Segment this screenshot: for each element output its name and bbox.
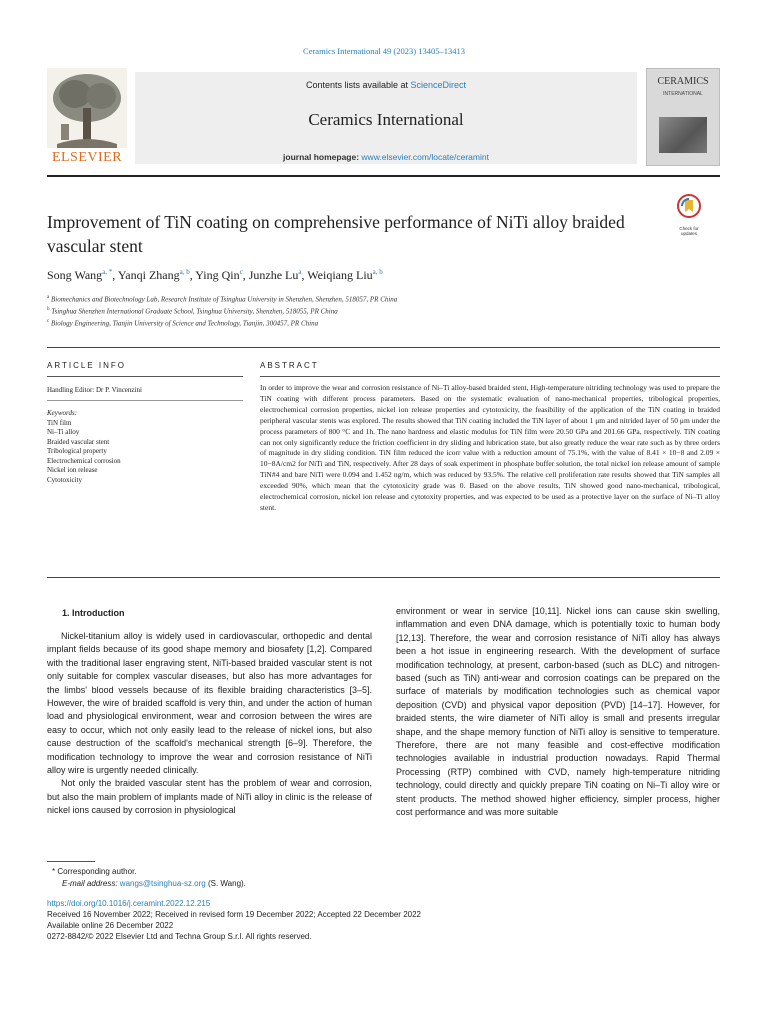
cover-image <box>659 117 707 153</box>
affiliation-mark: c <box>47 319 50 324</box>
journal-citation[interactable]: Ceramics International 49 (2023) 13405–13413 <box>303 46 465 56</box>
elsevier-tree-icon <box>47 68 127 148</box>
affiliation-text: Tsinghua Shenzhen International Graduate School, Tsinghua University, Shenzhen, 518055, PR China <box>51 307 338 316</box>
article-info-heading: ARTICLE INFO <box>47 361 126 370</box>
affiliation-text: Biology Engineering, Tianjin University of Science and Technology, Tianjin, 300457, PR China <box>50 319 319 328</box>
abstract-rule <box>260 376 720 377</box>
keyword: Tribological property <box>47 447 107 455</box>
crossmark-label: Check for updates <box>679 226 699 236</box>
email-note <box>52 878 382 890</box>
keywords-block <box>47 409 243 485</box>
crossmark-badge[interactable] <box>676 193 702 236</box>
author-sup[interactable]: a, b <box>372 268 383 276</box>
author[interactable] <box>249 268 302 282</box>
abstract-text: In order to improve the wear and corrosion resistance of Ni–Ti alloy-based braided stent, High-temperature nitriding technology was used to prepare the TiN coating with different process parameters. Based on the systematic evaluation of nano-mechanical properties, tribological properties, electrochemical corrosion properties, nickel ion release properties and cytotoxicity, the feasibility of the application of the TiN coating in braided peripheral vascular stents was explored. The results showed that TiN coating included the TiN layer of about 1 μm and nitrided layer of 50 μm under the process parameters of 800 °C and 1h. The nano hardness and elastic modulus for TiN film were 20.50 GPa and 201.66 GPa, respectively. TiN coating can not only significantly reduce the friction coefficient in dry sliding and lubrication state, but also greatly reduce the wear rate such as by three orders of magnitude in dry sliding condition. TiN film reduced the icorr value with a reduction amount of 75.1%, with the value of 8.41 × 10−8 and 2.09 × 10−8A/cm2 for NiTi and TiN, respectively. After 28 days of soak experiment in phosphate buffer solution, the total nickel ion release amount of sample TiN#4 and bare NiTi were 0.094 and 1.452 ng/m, which was reduced by 93.5%. The relative cell proliferation rate results showed that TiN samples all exceeded 90%, which mean that the cytotoxicity grade was 0. Based on the above results, TiN showed good nano-mechanical, tribological, electrochemical corrosion, nickel ion release and cytotoxity properties, and was expected to be used as a protective layer on the surface of Ni–Ti alloy stent. <box>260 383 720 512</box>
affiliation-mark: a <box>47 295 50 300</box>
author-name: Song Wang <box>47 268 103 282</box>
introduction-heading: 1. Introduction <box>62 608 125 618</box>
cover-title-main: CERAMICS <box>657 76 709 87</box>
author[interactable] <box>307 268 382 282</box>
footnote-rule <box>47 861 95 862</box>
journal-name[interactable]: Ceramics International <box>308 110 464 129</box>
publication-info <box>47 898 647 942</box>
affiliation-b <box>47 307 667 315</box>
header-rule <box>47 175 720 177</box>
asterisk-mark: * <box>52 867 58 876</box>
author[interactable] <box>195 268 242 282</box>
email-suffix: (S. Wang). <box>205 879 246 888</box>
contents-line <box>135 80 637 90</box>
online-date: Available online 26 December 2022 <box>47 921 174 930</box>
contents-prefix: Contents lists available at <box>305 80 411 90</box>
email-label: E-mail address: <box>62 879 120 888</box>
keyword: Nickel ion release <box>47 466 98 474</box>
author-sup[interactable]: a, b <box>179 268 190 276</box>
journal-header <box>47 68 637 166</box>
keyword: Electrochemical corrosion <box>47 456 121 465</box>
author[interactable] <box>118 268 190 282</box>
keyword: TiN film <box>47 418 72 427</box>
copyright: 0272-8842/© 2022 Elsevier Ltd and Techna Group S.r.l. All rights reserved. <box>47 932 312 941</box>
affiliation-c <box>47 319 667 327</box>
author-name: Ying Qin <box>195 268 240 282</box>
author-name: Weiqiang Liu <box>307 268 373 282</box>
intro-left-column <box>47 630 372 818</box>
homepage-prefix: journal homepage: <box>283 152 362 162</box>
received-dates: Received 16 November 2022; Received in revised form 19 December 2022; Accepted 22 December 2022 <box>47 910 421 919</box>
affiliation-mark: b <box>47 307 50 312</box>
handling-rule <box>47 400 243 401</box>
homepage-link[interactable]: www.elsevier.com/locate/ceramint <box>361 152 489 162</box>
paragraph: Not only the braided vascular stent has the problem of wear and corrosion, but also the main problem of implants made of NiTi alloy in clinic is the release of nickel ions caused by corrosion in physiological <box>47 778 372 816</box>
author-name: Yanqi Zhang <box>117 268 180 282</box>
elsevier-logo[interactable] <box>47 68 127 166</box>
affiliation-text: Biomechanics and Biotechnology Lab, Research Institute of Tsinghua University in Shenzhen, Shenzhen, 518057, PR China <box>50 295 398 304</box>
section-rule <box>47 347 720 348</box>
handling-editor: Handling Editor: Dr P. Vincenzini <box>47 386 142 394</box>
corresponding-note <box>52 866 382 878</box>
email-link[interactable]: wangs@tsinghua-sz.org <box>119 879 206 888</box>
journal-cover[interactable] <box>646 68 720 166</box>
author-list: Song Wang$^{a, *}$, Yanqi Zhang$^{a, b}$, Ying Qin$^c$, Junzhe Lu$^a$, Weiqiang Liu$^{a, b}$ <box>47 268 383 282</box>
abstract-heading: ABSTRACT <box>260 361 319 370</box>
article-title: Improvement of TiN coating on comprehensive performance of NiTi alloy braided vascular stent <box>47 212 625 256</box>
intro-right-column <box>396 605 720 820</box>
author-sup[interactable]: a, * <box>102 268 113 276</box>
footnotes <box>52 866 382 890</box>
doi-link[interactable]: https://doi.org/10.1016/j.ceramint.2022.12.215 <box>47 899 211 908</box>
author[interactable] <box>47 268 112 282</box>
cover-subtitle: INTERNATIONAL <box>663 91 703 97</box>
paragraph: Nickel-titanium alloy is widely used in cardiovascular, orthopedic and dental implant fields because of its good shape memory and biosafety [1,2]. Compared with the traditional laser engraving stent, NiTi-based braided vascular stent is not only suitable for complex vascular diseases, but also has more advantages for the limbs' blood vessels because of its flexible braiding characteristics [3–5]. However, the wire of braided scaffold is very thin, and under the action of human load and physiological environment, wear and corrosion between the wires are easy to occur, which not only easily lead to the release of nickel ions, but also cause destruction of the scaffold's mechanical strength [6–9]. Therefore, the modification technology to improve the wear and corrosion resistance of NiTi alloy wire is urgently needed clinically. <box>47 631 372 776</box>
affiliation-a <box>47 295 667 303</box>
abstract-end-rule <box>47 577 720 578</box>
journal-banner <box>135 72 637 164</box>
author-sup[interactable]: a <box>298 268 302 276</box>
corresponding-text: Corresponding author. <box>57 867 137 876</box>
sciencedirect-link[interactable]: ScienceDirect <box>410 80 467 90</box>
author-sup[interactable]: c <box>239 268 243 276</box>
article-info-rule <box>47 376 243 377</box>
elsevier-wordmark: ELSEVIER <box>51 150 123 165</box>
paragraph: environment or wear in service [10,11]. Nickel ions can cause skin swelling, inflammation and even DNA damage, which is potentially toxic to human body [12,13]. Therefore, the wear and corrosion resistance of NiTi alloy has always been a hot issue in engineering research. With the development of surface modification technology, at present, carbon-based (such as DLC) and nitrogen-based (such as TiN) anti-wear and corrosion coatings can be prepared on the surface of materials by modification technologies such as chemical vapor deposition (CVD) and physical vapor deposition (PVD) [14–17]. However, for braided stents, the wire diameter of NiTi alloy is small and presents irregular shape, and the shape memory function of NiTi alloy is sensitive to temperature. Therefore, there are not many feasible and cost-effective modification technologies available in industrial production nowadays. Rapid Thermal Processing (RTP) combined with CVD, namely high-temperature nitriding technology, could directly and quickly prepare TiN coating on Ni–Ti alloy wire or stent products. The method showed higher efficiency, simpler process, higher cost performance and was more suitable <box>396 606 720 818</box>
cover-title <box>647 77 719 87</box>
crossmark-icon <box>676 193 702 221</box>
author-name: Junzhe Lu <box>248 268 299 282</box>
keyword: Cytotoxicity <box>47 475 82 484</box>
keywords-label: Keywords: <box>47 409 78 417</box>
keyword: Ni–Ti alloy <box>47 428 80 436</box>
keyword: Braided vascular stent <box>47 437 110 446</box>
homepage-line <box>135 152 637 162</box>
